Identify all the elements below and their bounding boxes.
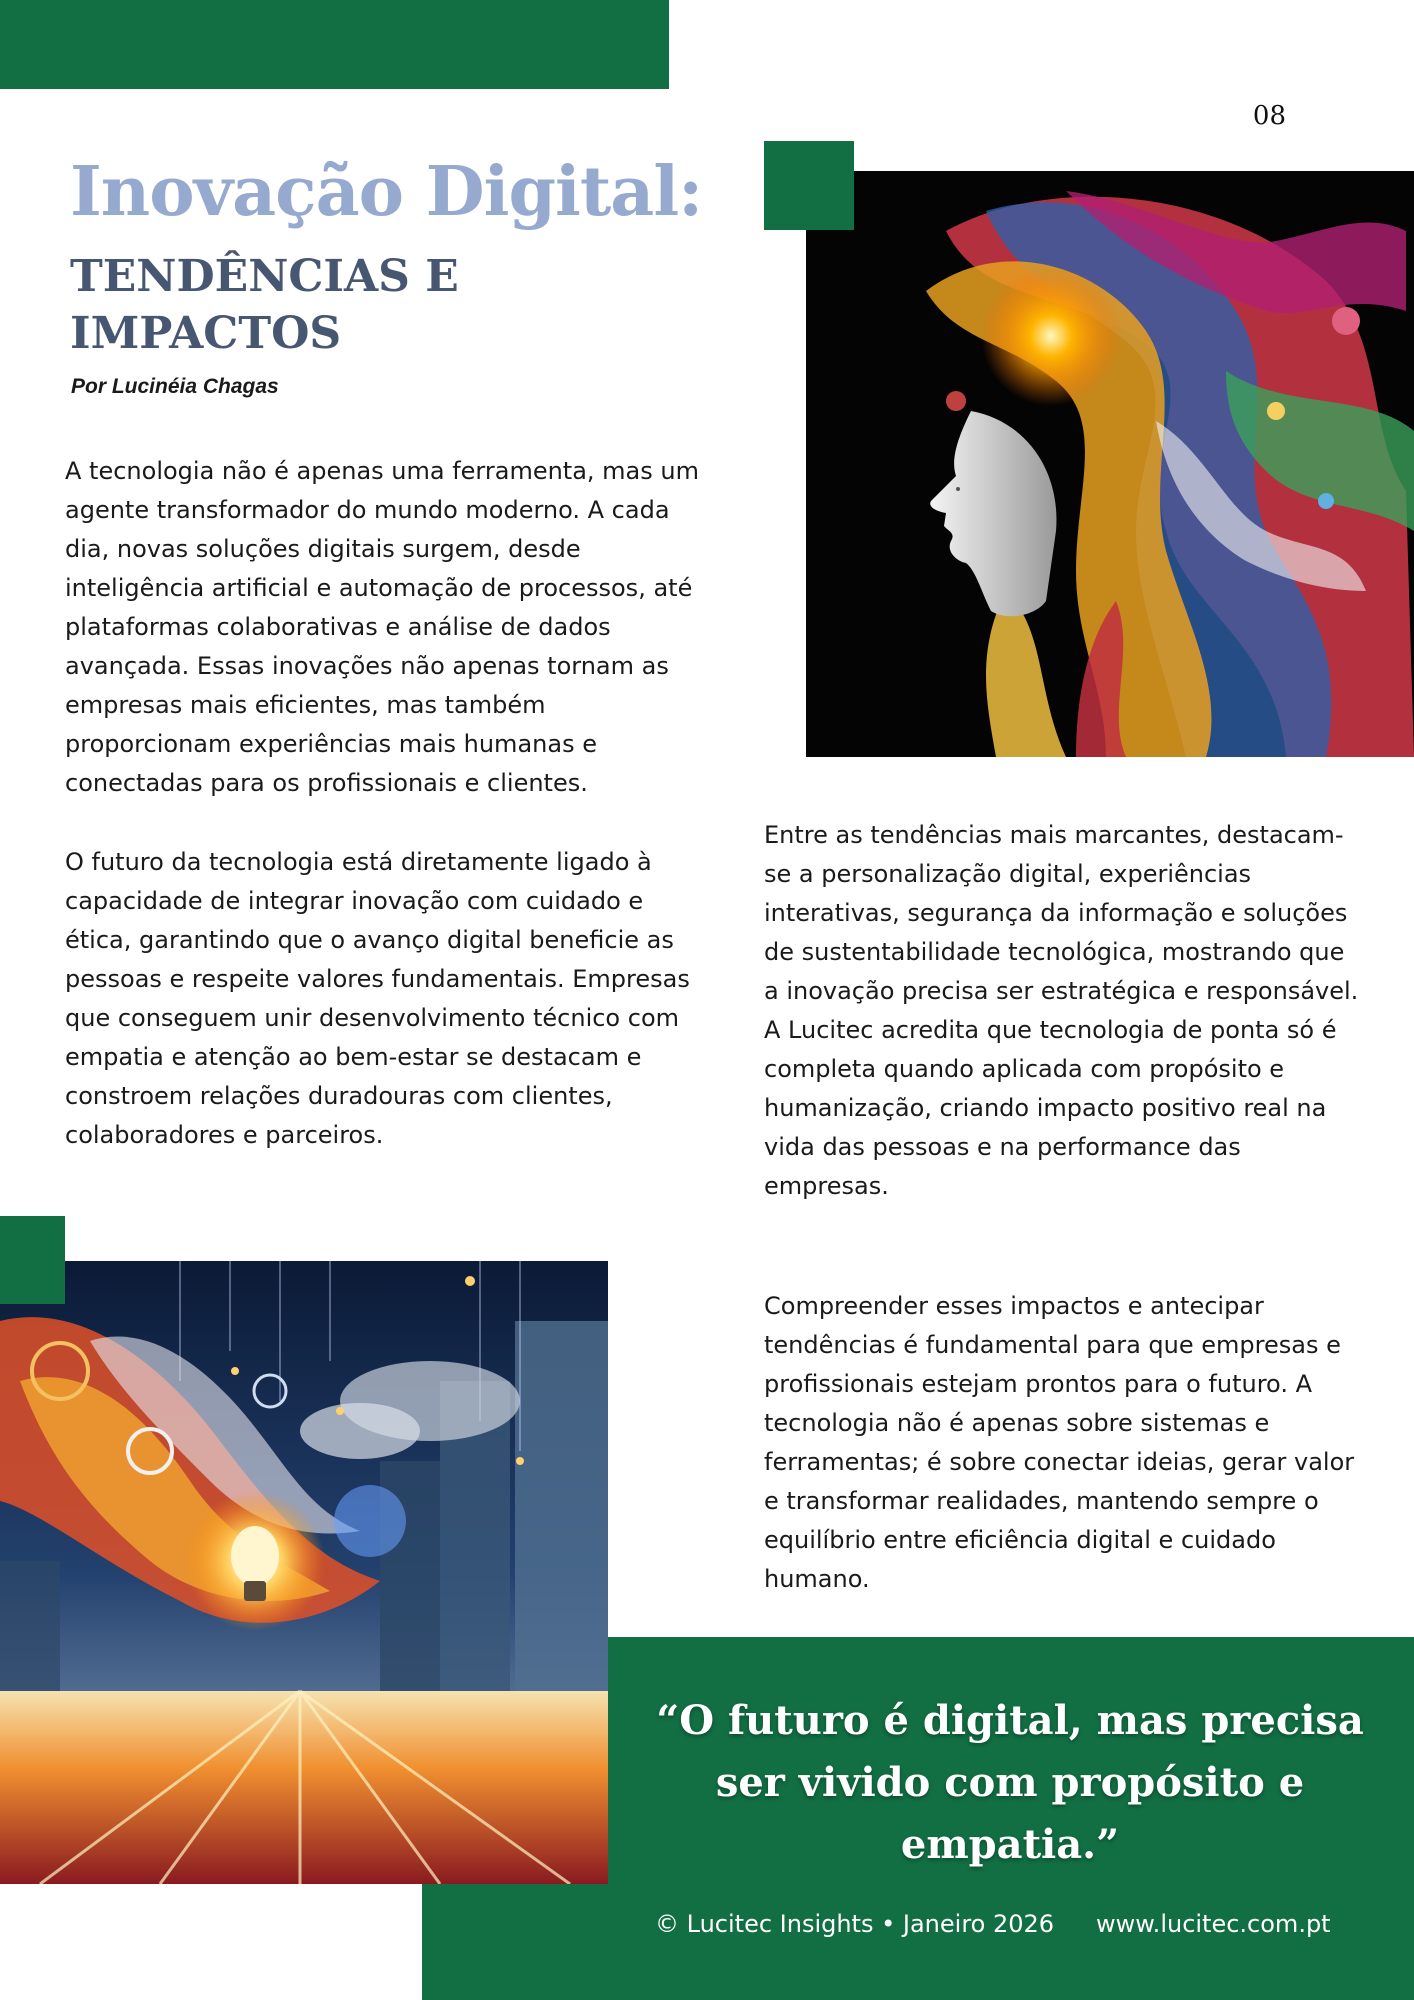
face-artwork — [806, 171, 1414, 757]
article-title: Inovação Digital: — [70, 152, 703, 232]
paragraph-1: A tecnologia não é apenas uma ferramenta, mas um agente transformador do mundo moderno. A cada dia, novas soluções digitais surgem, desde inteligência artificial e automação de processos, até plataformas colaborativas e análise de dados avançada. Essas inovações não apenas tornam as empresas mais eficientes, mas também proporcionam experiências mais humanas e conectadas para os profissionais e clientes. — [65, 457, 699, 797]
top-green-bar — [0, 0, 669, 89]
accent-square-top — [764, 141, 854, 230]
article-subtitle: TENDÊNCIAS E IMPACTOS — [70, 251, 459, 359]
author-byline: Por Lucinéia Chagas — [71, 375, 279, 398]
footer-bar — [422, 1884, 1414, 2000]
accent-square-left — [0, 1216, 65, 1304]
page-number: 08 — [1252, 101, 1286, 131]
colorful-face-illustration — [806, 171, 1414, 757]
lightbulb-city-illustration — [0, 1261, 608, 1884]
paragraph-3: Entre as tendências mais marcantes, destacam-se a personalização digital, experiências interativas, segurança da informação e soluções de sustentabilidade tecnológica, mostrando que a inovação precisa ser estratégica e responsável. A Lucitec acredita que tecnologia de ponta só é completa quando aplicada com propósito e humanização, criando impacto positivo real na vida das pessoas e na performance das empresas. — [764, 821, 1359, 1200]
footer-credit: © Lucitec Insights • Janeiro 2026 — [655, 1910, 1055, 1938]
paragraph-4: Compreender esses impactos e antecipar tendências é fundamental para que empresas e profissionais estejam prontos para o futuro. A tecnologia não é apenas sobre sistemas e ferramentas; é sobre conectar ideias, gerar valor e transformar realidades, mantendo sempre o equilíbrio entre eficiência digital e cuidado humano. — [764, 1292, 1355, 1593]
paragraph-2: O futuro da tecnologia está diretamente ligado à capacidade de integrar inovação com cuidado e ética, garantindo que o avanço digital beneficie as pessoas e respeite valores fundamentais. Empresas que conseguem unir desenvolvimento técnico com empatia e atenção ao bem-estar se destacam e constroem relações duradouras com clientes, colaboradores e parceiros. — [65, 848, 690, 1149]
bulb-artwork — [0, 1261, 608, 1884]
footer-url[interactable]: www.lucitec.com.pt — [1096, 1910, 1331, 1938]
pull-quote: “O futuro é digital, mas precisa ser vivido com propósito e empatia.” — [656, 1697, 1364, 1868]
